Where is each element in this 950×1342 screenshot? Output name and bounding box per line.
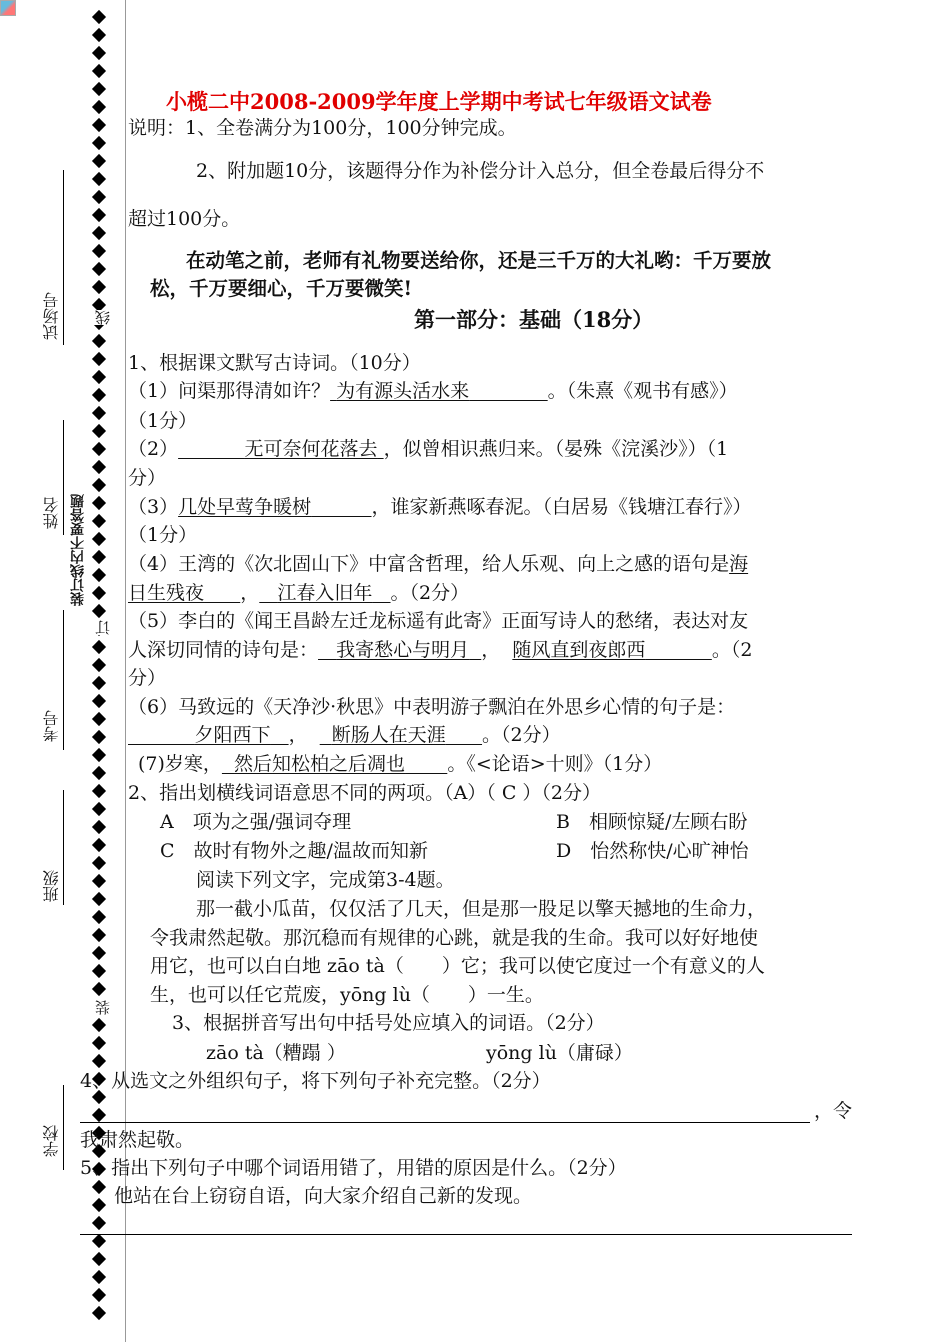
q1-5-answer-2: 随风直到夜郎西 bbox=[512, 639, 646, 661]
reading-para-2: 令我肃然起敬。那沉稳而有规律的心跳，就是我的生命。我可以好好地使 bbox=[150, 927, 759, 949]
diamond-icon bbox=[92, 1234, 106, 1248]
diamond-icon bbox=[92, 604, 106, 618]
name-label: 姓名 bbox=[42, 497, 61, 529]
diamond-icon bbox=[92, 820, 106, 834]
diamond-icon bbox=[92, 766, 106, 780]
exam-room-line bbox=[63, 170, 64, 345]
diamond-icon bbox=[92, 1108, 106, 1122]
diamond-icon bbox=[92, 100, 106, 114]
diamond-icon bbox=[92, 550, 106, 564]
diamond-icon bbox=[92, 1216, 106, 1230]
diamond-icon bbox=[92, 208, 106, 222]
class-line bbox=[63, 790, 64, 905]
diamond-icon bbox=[92, 172, 106, 186]
q1-6-answer-2: 断肠人在天涯 bbox=[331, 724, 446, 746]
q1-item-2-score: 分） bbox=[128, 467, 167, 489]
reading-para-1: 那一截小瓜苗，仅仅活了几天，但是那一股足以擎天撼地的生命力， bbox=[196, 898, 767, 920]
diamond-icon bbox=[92, 532, 106, 546]
q1-4-answer-2: 江春入旧年 bbox=[277, 582, 373, 604]
school-line bbox=[63, 1085, 64, 1170]
q1-item-5-score: 分） bbox=[128, 667, 167, 689]
q2-heading: 2、指出划横线词语意思不同的两项。（A）（ C ）（2分） bbox=[128, 782, 602, 804]
q4-heading: 4、从选文之外组织句子，将下列句子补充完整。（2分） bbox=[80, 1070, 551, 1092]
exam-room-label: 试场号 bbox=[42, 292, 61, 340]
encouragement-line-2: 松，千万要细心，千万要微笑! bbox=[150, 277, 413, 300]
diamond-icon bbox=[92, 406, 106, 420]
diamond-icon bbox=[92, 946, 106, 960]
binding-staple-char: 装 bbox=[94, 1000, 112, 1015]
binding-line-char: 线 bbox=[94, 310, 112, 325]
q1-item-7: (7)岁寒， 然后知松柏之后凋也 。《<论语>十则》（1分） bbox=[138, 753, 663, 775]
q1-item-6-cont: 夕阳西下 ， 断肠人在天涯 。（2分） bbox=[128, 722, 561, 748]
diamond-icon bbox=[92, 1306, 106, 1320]
diamond-icon bbox=[92, 28, 106, 42]
q2-option-c: C 故时有物外之趣/温故而知新 bbox=[160, 840, 428, 862]
q1-item-1-score: （1分） bbox=[128, 410, 198, 432]
instruction-3: 超过100分。 bbox=[128, 208, 241, 230]
q1-item-5-cont: 人深切同情的诗句是： 我寄愁心与明月 ， 随风直到夜郎西 。（2 bbox=[128, 639, 753, 661]
diamond-icon bbox=[92, 118, 106, 132]
diamond-icon bbox=[92, 280, 106, 294]
diamond-icon bbox=[92, 64, 106, 78]
diamond-icon bbox=[92, 262, 106, 276]
diamond-icon bbox=[92, 496, 106, 510]
seal-warning: 装订线内不要答题 bbox=[70, 494, 86, 606]
q1-item-4: （4）王湾的《次北固山下》中富含哲理，给人乐观、向上之感的语句是海 bbox=[128, 553, 749, 575]
diamond-icon bbox=[92, 784, 106, 798]
diamond-icon bbox=[92, 1270, 106, 1284]
q1-6-answer-1: 夕阳西下 bbox=[194, 724, 271, 746]
instruction-1: 说明：1、全卷满分为100分，100分钟完成。 bbox=[128, 117, 517, 139]
diamond-icon bbox=[92, 514, 106, 528]
reading-intro: 阅读下列文字，完成第3-4题。 bbox=[196, 869, 455, 891]
diamond-icon bbox=[92, 838, 106, 852]
q1-item-3: （3）几处早莺争暖树 ，谁家新燕啄春泥。（白居易《钱塘江春行》） bbox=[128, 496, 752, 518]
diamond-icon bbox=[92, 1180, 106, 1194]
q5-answer-line bbox=[80, 1234, 852, 1235]
diamond-icon bbox=[92, 442, 106, 456]
q1-item-5: （5）李白的《闻王昌龄左迁龙标遥有此寄》正面写诗人的愁绪，表达对友 bbox=[128, 610, 749, 632]
exam-number-label: 考号 bbox=[42, 710, 61, 742]
diamond-icon bbox=[92, 748, 106, 762]
diamond-icon bbox=[92, 928, 106, 942]
diamond-icon bbox=[92, 694, 106, 708]
class-label: 班级 bbox=[42, 870, 61, 902]
diamond-icon bbox=[92, 154, 106, 168]
diamond-icon bbox=[92, 568, 106, 582]
diamond-icon bbox=[92, 802, 106, 816]
q1-4-answer-1a: 海 bbox=[729, 553, 749, 575]
q1-item-6: （6）马致远的《天净沙·秋思》中表明游子飘泊在外思乡心情的句子是： bbox=[128, 696, 736, 718]
diamond-icon bbox=[92, 478, 106, 492]
q1-7-answer: 然后知松柏之后凋也 bbox=[234, 753, 406, 775]
diamond-icon bbox=[92, 586, 106, 600]
diamond-icon bbox=[92, 190, 106, 204]
diamond-icon bbox=[92, 1252, 106, 1266]
diamond-icon bbox=[92, 1036, 106, 1050]
diamond-icon bbox=[92, 370, 106, 384]
q2-option-a: A 项为之强/强词夺理 bbox=[160, 811, 352, 833]
diamond-icon bbox=[92, 676, 106, 690]
diamond-icon bbox=[92, 856, 106, 870]
binding-bind-char: 订 bbox=[94, 620, 112, 635]
diamond-icon bbox=[92, 1054, 106, 1068]
section-heading: 第一部分：基础（18分） bbox=[414, 307, 654, 332]
diamond-icon bbox=[92, 712, 106, 726]
school-label: 学校 bbox=[42, 1125, 61, 1157]
q3-heading: 3、根据拼音写出句中括号处应填入的词语。（2分） bbox=[172, 1012, 605, 1034]
diamond-icon bbox=[92, 640, 106, 654]
q1-item-2: （2） 无可奈何花落去 ，似曾相识燕归来。（晏殊《浣溪沙》）（1 bbox=[128, 438, 729, 460]
q1-heading: 1、根据课文默写古诗词。（10分） bbox=[128, 352, 421, 374]
diamond-icon bbox=[92, 10, 106, 24]
q1-2-answer: 无可奈何花落去 bbox=[244, 438, 378, 460]
diamond-icon bbox=[92, 460, 106, 474]
q1-item-4-cont: 日生残夜 ， 江春入旧年 。（2分） bbox=[128, 582, 470, 604]
paper-title: 小榄二中2008-2009学年度上学期中考试七年级语文试卷 bbox=[166, 89, 712, 114]
reading-para-4: 生，也可以任它荒废，yōng lù（ ）一生。 bbox=[150, 984, 544, 1006]
diamond-icon bbox=[92, 82, 106, 96]
diamond-icon bbox=[92, 226, 106, 240]
q2-option-b: B 相顾惊疑/左顾右盼 bbox=[556, 811, 748, 833]
diamond-icon bbox=[92, 982, 106, 996]
q5-sentence: 他站在台上窃窃自语，向大家介绍自己新的发现。 bbox=[114, 1185, 533, 1207]
q1-1-prompt: （1）问渠那得清如许？ bbox=[128, 380, 331, 402]
q1-3-answer: 几处早莺争暖树 bbox=[178, 496, 312, 518]
diamond-icon bbox=[92, 964, 106, 978]
diamond-icon bbox=[92, 658, 106, 672]
diamond-icon bbox=[92, 388, 106, 402]
instruction-2: 2、附加题10分，该题得分作为补偿分计入总分，但全卷最后得分不 bbox=[196, 160, 765, 182]
encouragement-line-1: 在动笔之前，老师有礼物要送给你，还是三千万的大礼哟：千万要放 bbox=[186, 249, 772, 272]
q4-tail: ，令 bbox=[814, 1100, 853, 1122]
q1-item-3-score: （1分） bbox=[128, 524, 198, 546]
diamond-icon bbox=[92, 334, 106, 348]
diamond-icon bbox=[92, 730, 106, 744]
q1-item-1 bbox=[128, 378, 738, 404]
q4-answer-line bbox=[80, 1122, 810, 1123]
diamond-icon bbox=[92, 1018, 106, 1032]
diamond-icon bbox=[92, 136, 106, 150]
diamond-icon bbox=[92, 352, 106, 366]
q3-answer-1: zāo tà（糟蹋 ） bbox=[206, 1042, 346, 1064]
diamond-icon bbox=[92, 424, 106, 438]
q3-answer-2: yōng lù（庸碌） bbox=[486, 1042, 633, 1064]
diamond-icon bbox=[92, 1288, 106, 1302]
exam-number-line bbox=[63, 610, 64, 750]
q1-1-answer: 为有源头活水来 bbox=[336, 380, 470, 402]
reading-para-3: 用它，也可以白白地 zāo tà（ ）它；我可以使它度过一个有意义的人 bbox=[150, 955, 765, 977]
q1-5-answer-1: 我寄愁心与明月 bbox=[336, 639, 470, 661]
diamond-icon bbox=[92, 874, 106, 888]
diamond-icon bbox=[92, 244, 106, 258]
q2-option-d: D 怡然称快/心旷神怡 bbox=[556, 840, 749, 862]
diamond-icon bbox=[92, 46, 106, 60]
q1-4-answer-1b: 日生残夜 bbox=[128, 582, 205, 604]
diamond-icon bbox=[92, 910, 106, 924]
diamond-icon bbox=[92, 892, 106, 906]
q5-heading: 5、指出下列句子中哪个词语用错了，用错的原因是什么。（2分） bbox=[80, 1157, 627, 1179]
q1-1-source: 。（朱熹《观书有感》） bbox=[547, 380, 738, 402]
q4-line-2: 我肃然起敬。 bbox=[80, 1129, 195, 1151]
name-line bbox=[63, 420, 64, 535]
diamond-icon bbox=[92, 1198, 106, 1212]
